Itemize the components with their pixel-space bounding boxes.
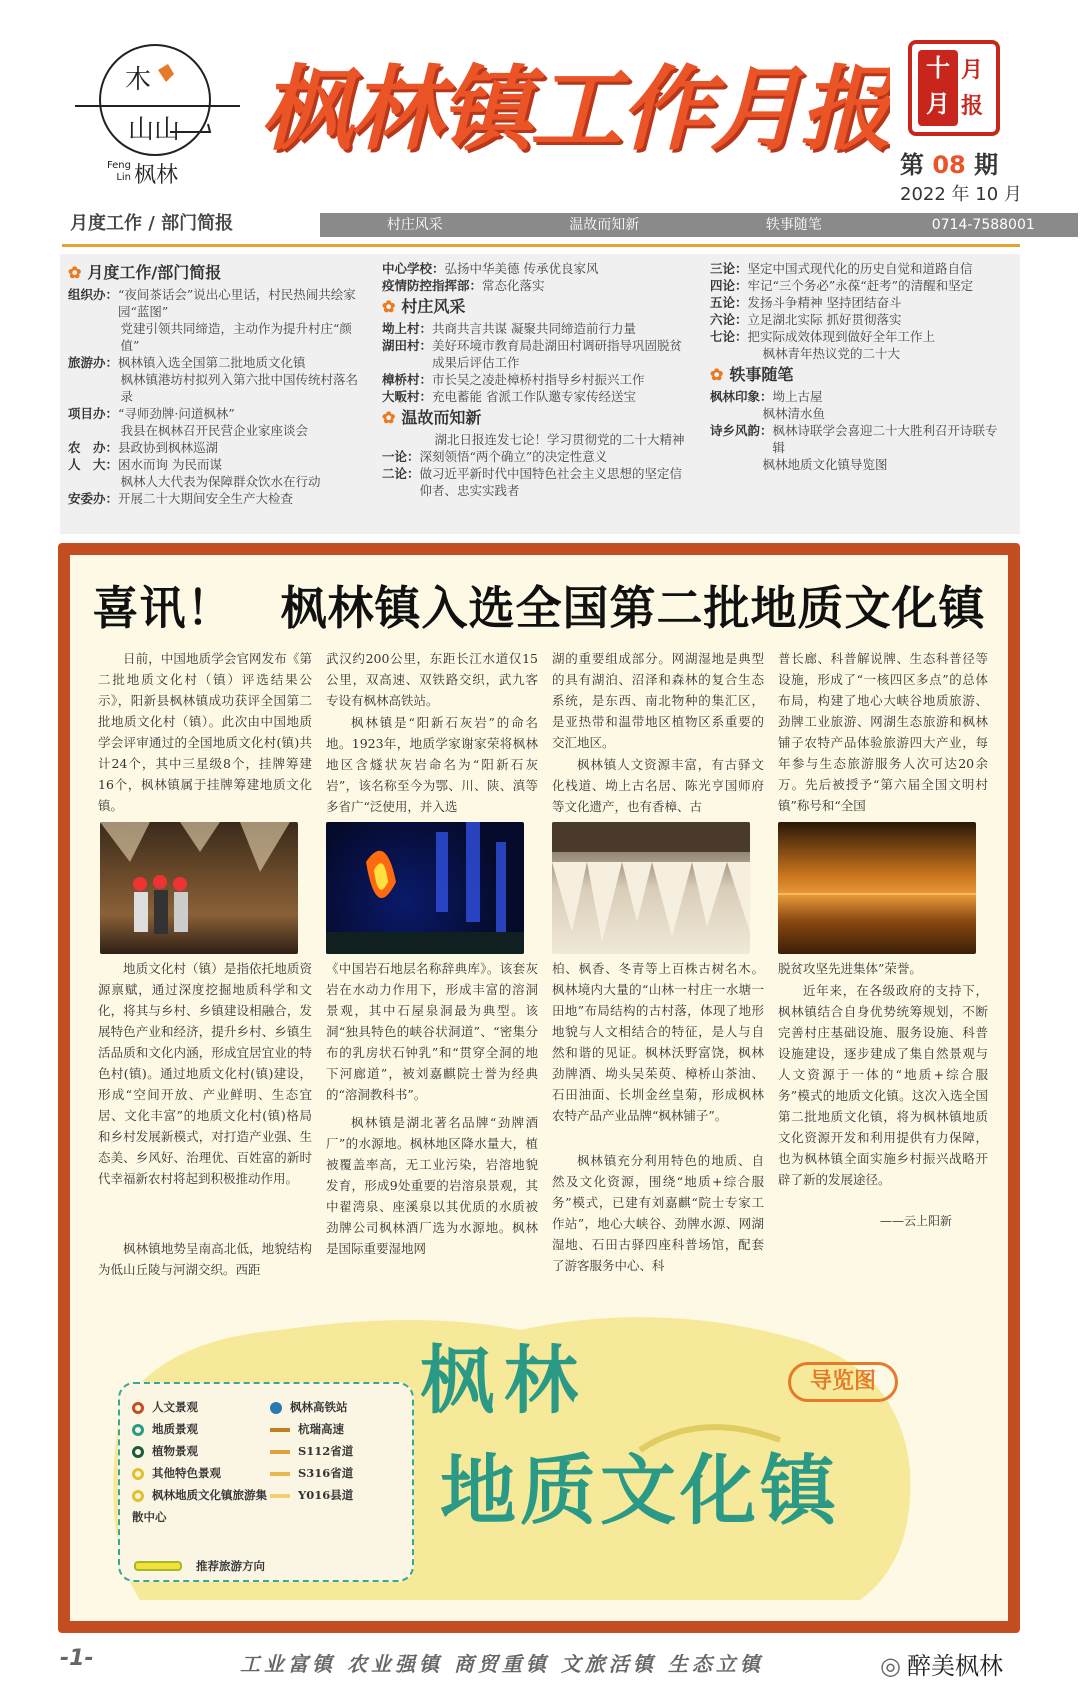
article-headline: 喜讯！ 枫林镇入选全国第二批地质文化镇 (92, 581, 986, 635)
svg-text:木: 木 (125, 65, 152, 95)
toc-entry-title: 共商共言共谋 凝聚共同缔造前行力量 (432, 321, 636, 336)
toc-entry-label: 大畈村： (382, 389, 433, 404)
toc-entry[interactable] (710, 345, 1010, 362)
article-text: 枫林镇是湖北著名品牌“劲牌酒厂”的水源地。枫林地区降水量大，植被覆盖率高，无工业污染，岩溶地貌发育，形成9处重要的岩溶泉景观，其中翟湾泉、座溪泉以其优质的水质被劲牌公司枫林酒厂选为水源地。枫林是国际重要湿地网 (326, 1115, 538, 1256)
toc-entry[interactable] (68, 439, 368, 456)
toc-entry[interactable] (710, 277, 1010, 294)
legend-item: Y016县道 (270, 1484, 410, 1506)
toc-entry-label (382, 431, 435, 448)
legend-item: 其他特色景观 (132, 1462, 272, 1484)
stamp-month: 十月 (918, 50, 958, 126)
issue-number: 第 08 期 (900, 151, 999, 179)
toc-entry-label (710, 456, 763, 473)
toc-entry-title: 枫林人大代表为保障群众饮水在行动 (120, 474, 321, 489)
toc-entry[interactable] (68, 371, 368, 405)
maple-leaf-icon: ✿ (382, 297, 396, 316)
toc-entry-label: 人 大： (68, 457, 119, 472)
article-text: 枫林镇充分利用特色的地质、自然及文化资源，围绕“地质+综合服务”模式，已建有刘嘉麒“院士专家工作站”，地心大峡谷、劲牌水源、网湖湿地、石田古驿四座科普场馆，配套了游客服务中心、科 (552, 1153, 764, 1273)
nav-bar (320, 213, 1078, 237)
toc-entry-label (68, 320, 121, 354)
toc-entry-title: “寻师劲牌·问道枫林” (118, 406, 235, 421)
toc-entry[interactable] (68, 405, 368, 422)
toc-entry-title: 县政协到枫林巡湖 (118, 440, 219, 455)
road-line-icon (270, 1450, 290, 1454)
toc-entry[interactable] (710, 405, 1010, 422)
toc-entry-title: 坚定中国式现代化的历史自觉和道路自信 (747, 261, 973, 276)
article-text: 普长廊、科普解说牌、生态科普径等设施，形成了“一核四区多点”的总体布局，构建了地心大峡谷地质旅游、劲牌工业旅游、网湖生态旅游和枫林铺子农特产品体验旅游四大产业，每年参与生态旅游服务人次可达20余万。先后被授予“第六届全国文明村镇”称号和“全国 (778, 651, 988, 813)
toc-entry[interactable] (710, 294, 1010, 311)
toc-entry[interactable] (710, 422, 1010, 456)
toc-entry[interactable] (68, 490, 368, 507)
toc-entry[interactable] (68, 286, 368, 320)
toc-entry-title: 枫林镇港坊村拟列入第六批中国传统村落名录 (120, 372, 359, 404)
toc-entry-title: 枫林地质文化镇导览图 (762, 457, 888, 472)
toc-entry[interactable] (68, 456, 368, 473)
toc-entry-title: 常态化落实 (482, 278, 545, 293)
toc-entry[interactable] (382, 465, 692, 499)
circle-marker-icon (132, 1468, 144, 1480)
toc-entry[interactable] (382, 320, 692, 337)
toc-entry-label: 五论： (710, 295, 748, 310)
guide-map (100, 1300, 920, 1620)
issue-date: 2022 年 10 月 (900, 184, 1022, 205)
logo-pinyin: Feng Lin (106, 160, 131, 183)
toc-entry-title: 深刻领悟“两个确立”的决定性意义 (419, 449, 608, 464)
toc-entry-label: 枫林印象： (710, 389, 773, 404)
toc-entry-label: 组织办： (68, 287, 119, 302)
toc-entry-label: 六论： (710, 312, 748, 327)
map-title-line2: 地质文化镇 (440, 1446, 840, 1535)
info-icon (132, 1490, 144, 1502)
illuminated-cave-photo (326, 822, 524, 954)
toc-entry-title: 坳上古屋 (772, 389, 823, 404)
toc-entry-label (68, 473, 121, 490)
map-title-line1: 枫林 (420, 1338, 588, 1424)
map-legend (118, 1382, 414, 1582)
cave-visitors-photo (100, 822, 298, 954)
toc-entry-title: 开展二十大期间安全生产大检查 (118, 491, 294, 506)
article-text: 近年来，在各级政府的支持下，枫林镇结合自身优势统筹规划，不断完善村庄基础设施、服务设施、科普设施建设，逐步建成了集自然景观与人文资源于一体的“地质+综合服务”模式的地质文化镇。这次入选全国第二批地质文化镇，将为枫林镇地质文化资源开发和利用提供有力保障，也为枫林镇全面实施乡村振兴战略开辟了新的发展途径。 (778, 983, 988, 1187)
toc-entry-label: 湖田村： (382, 338, 433, 353)
legend-item: 枫林高铁站 (270, 1396, 410, 1418)
toc-entry[interactable] (710, 260, 1010, 277)
toc-entry-title: 市长吴之凌赴樟桥村指导乡村振兴工作 (432, 372, 645, 387)
toc-entry-title: 充电蓄能 省派工作队邀专家传经送宝 (432, 389, 636, 404)
toc-entry-title: 弘扬中华美德 传承优良家风 (444, 261, 599, 276)
table-of-contents (60, 254, 1020, 534)
article-text: 枫林镇人文资源丰富，有古驿文化栈道、坳上古名居、陈光亨国师府等文化遗产，也有香樟、古 (552, 757, 764, 814)
footer-brand: ◎ 醉美枫林 (880, 1652, 1003, 1680)
nav-item-village[interactable]: 村庄风采 (386, 217, 443, 233)
toc-entry[interactable] (382, 371, 692, 388)
sunset-wetland-photo (778, 822, 976, 954)
toc-entry[interactable] (382, 388, 692, 405)
article-text: 枫林镇地势呈南高北低，地貌结构为低山丘陵与河湖交织。西距 (98, 1241, 312, 1277)
toc-entry-label: 一论： (382, 449, 420, 464)
circle-marker-icon (132, 1424, 144, 1436)
toc-entry-label: 樟桥村： (382, 372, 433, 387)
logo-name: 枫林 (134, 163, 179, 188)
legend-item: 杭瑞高速 (270, 1418, 410, 1440)
footer (60, 1640, 1020, 1680)
toc-entry[interactable] (710, 311, 1010, 328)
toc-section-heading: ✿ 温故而知新 (382, 408, 482, 427)
toc-entry-title: 我县在枫林召开民营企业家座谈会 (120, 423, 309, 438)
toc-column-1 (68, 260, 368, 507)
toc-entry-title: 困水而询 为民而谋 (118, 457, 222, 472)
article-text: 枫林镇是“阳新石灰岩”的命名地。1923年，地质学家谢家荣将枫林地区含燧状灰岩命名为“阳新石灰岩”，该名称至今为鄂、川、陕、滇等多省广“泛使用，并入选 (326, 715, 538, 814)
legend-item: 人文景观 (132, 1396, 272, 1418)
legend-item: S112省道 (270, 1440, 410, 1462)
month-stamp (908, 40, 1000, 136)
road-line-icon (270, 1494, 290, 1498)
article-text: 武汉约200公里，东距长江水道仅15公里，双高速、双铁路交织，武九客专设有枫林高铁站。 (326, 651, 538, 708)
toc-entry-label: 七论： (710, 329, 748, 344)
toc-entry-title: 枫林清水鱼 (762, 406, 826, 421)
toc-entry[interactable] (68, 422, 368, 439)
article-text: 地质文化村（镇）是指依托地质资源禀赋，通过深度挖掘地质科学和文化，将其与乡村、乡镇建设相融合，发展特色产业和经济，提升乡村、乡镇生活品质和文化内涵，形成宜居宜业的特色村(镇)。通过地质文化村(镇)建设，形成“空间开放、产业鲜明、生态宜居、文化丰富”的地质文化村(镇)格局和乡村发展新模式，对打造产业强、生态美、乡风好、治理优、百姓富的新时代幸福新农村将起到积极推动作用。 (98, 961, 312, 1186)
toc-entry[interactable] (382, 431, 692, 448)
toc-entry-label (710, 345, 763, 362)
article-text: 日前，中国地质学会官网发布《第二批地质文化村（镇）评选结果公示》，阳新县枫林镇成功获评全国第二批地质文化村（镇）。此次由中国地质学会评审通过的全国地质文化村(镇)共计24个，其中三星级8个，挂牌筹建16个，枫林镇属于挂牌筹建地质文化镇。 (98, 651, 312, 813)
divider (62, 244, 1020, 247)
toc-entry-label: 四论： (710, 278, 748, 293)
toc-section-heading: ✿ 村庄风采 (382, 297, 466, 316)
nav-item-history[interactable]: 温故而知新 (569, 217, 640, 233)
toc-entry-label: 旅游办： (68, 355, 119, 370)
article-text: 《中国岩石地层名称辞典库》。该套灰岩在水动力作用下，形成丰富的溶洞景观，其中石屋泉洞最为典型。该洞“独具特色的峡谷状洞道”、“密集分布的乳房状石钟乳”和“贯穿全洞的地下河廊道”，被刘嘉麒院士誉为经典的“溶洞教科书”。 (326, 961, 538, 1102)
toc-section-heading: ✿ 轶事随笔 (710, 365, 794, 384)
toc-entry[interactable] (68, 354, 368, 371)
toc-entry[interactable] (710, 388, 1010, 405)
toc-entry-title: 把实际成效体现到做好全年工作上 (747, 329, 936, 344)
toc-entry-title: “夜间茶话会”说出心里话，村民热闹共绘家园“蓝图” (118, 287, 356, 319)
nav-item-anecdotes[interactable]: 轶事随笔 (765, 217, 822, 233)
toc-entry-label: 安委办： (68, 491, 119, 506)
toc-entry-title: 枫林镇入选全国第二批地质文化镇 (118, 355, 306, 370)
toc-section-heading: ✿ 月度工作/部门简报 (68, 263, 222, 282)
toc-entry-label: 诗乡风韵： (710, 423, 773, 438)
toc-entry-title: 美好环境市教育局赴湖田村调研指导巩固脱贫成果后评估工作 (432, 338, 683, 370)
stamp-label: 月报 (960, 57, 983, 119)
article-text: 脱贫攻坚先进集体”荣誉。 (778, 961, 922, 976)
nav-row (62, 207, 1035, 241)
toc-entry-title: 发扬斗争精神 坚持团结奋斗 (747, 295, 902, 310)
article-byline: ——云上阳新 (880, 1214, 953, 1228)
toc-column-3 (710, 260, 1010, 473)
legend-route: 推荐旅游方向 (134, 1558, 404, 1574)
toc-entry[interactable] (382, 277, 692, 294)
toc-entry-title: 立足湖北实际 抓好贯彻落实 (747, 312, 902, 327)
maple-leaf-icon: ✿ (382, 408, 396, 427)
toc-entry-label: 项目办： (68, 406, 119, 421)
toc-entry-title: 枫林诗联学会喜迎二十大胜利召开诗联专辑 (772, 423, 998, 455)
legend-item: 地质景观 (132, 1418, 272, 1440)
masthead-title: 枫林镇工作月报 (260, 55, 890, 163)
toc-entry-label (710, 405, 763, 422)
toc-entry-title: 党建引领共同缔造，主动作为提升村庄“颜值” (120, 321, 352, 353)
toc-entry-title: 牢记“三个务必”永葆“赶考”的清醒和坚定 (747, 278, 974, 293)
toc-entry-label: 农 办： (68, 440, 119, 455)
toc-entry-label: 二论： (382, 466, 420, 481)
road-line-icon (270, 1428, 290, 1432)
nav-section-label: 月度工作 / 部门简报 (70, 213, 234, 234)
page-number: -1- (60, 1646, 94, 1671)
article-text: 湖的重要组成部分。网湖湿地是典型的具有湖泊、沼泽和森林的复合生态系统，是东西、南北物种的集汇区，是亚热带和温带地区植物区系重要的交汇地区。 (552, 651, 764, 750)
toc-entry-label: 坳上村： (382, 321, 433, 336)
road-line-icon (270, 1472, 290, 1476)
route-line-icon (134, 1561, 182, 1571)
circle-marker-icon (132, 1402, 144, 1414)
map-badge: 导览图 (788, 1362, 898, 1402)
toc-entry-label: 中心学校： (382, 261, 445, 276)
toc-entry[interactable] (68, 473, 368, 490)
stalactite-photo (552, 822, 750, 954)
nav-phone: 0714-7588001 (931, 217, 1035, 233)
wechat-icon: ◎ (880, 1652, 901, 1680)
article-text: 柏、枫香、冬青等上百株古树名木。枫林境内大量的“山林一村庄一水塘一田地”布局结构的古村落，体现了地形地貌与人文相结合的特征，是人与自然和谐的见证。枫林沃野富饶，枫林劲牌酒、坳头吴茱萸、樟桥山茶油、石田油面、长圳金丝皇菊，形成枫林农特产品产业品牌“枫林铺子”。 (552, 961, 764, 1123)
toc-entry[interactable] (382, 448, 692, 465)
legend-item: S316省道 (270, 1462, 410, 1484)
svg-text:山山: 山山 (128, 115, 181, 145)
toc-entry-title: 枫林青年热议党的二十大 (762, 346, 901, 361)
maple-leaf-icon: ✿ (710, 365, 724, 384)
train-station-icon (270, 1402, 282, 1414)
toc-entry[interactable] (68, 320, 368, 354)
legend-item: 枫林地质文化镇旅游集散中心 (132, 1488, 267, 1524)
toc-entry-label: 三论： (710, 261, 748, 276)
toc-entry[interactable] (710, 456, 1010, 473)
toc-column-2 (382, 260, 692, 499)
legend-item: 植物景观 (132, 1440, 272, 1462)
toc-entry[interactable] (382, 337, 692, 371)
toc-entry[interactable] (710, 328, 1010, 345)
toc-entry-label (68, 371, 121, 405)
toc-entry-title: 湖北日报连发七论！学习贯彻党的二十大精神 (434, 432, 685, 447)
toc-entry-label (68, 422, 121, 439)
footer-slogan: 工业富镇 农业强镇 商贸重镇 文旅活镇 生态立镇 (240, 1652, 764, 1676)
circle-marker-icon (132, 1446, 144, 1458)
maple-leaf-icon: ✿ (68, 263, 82, 282)
toc-entry-title: 做习近平新时代中国特色社会主义思想的坚定信仰者、忠实实践者 (419, 466, 683, 498)
toc-entry-label: 疫情防控指挥部： (382, 278, 483, 293)
toc-entry[interactable] (382, 260, 692, 277)
